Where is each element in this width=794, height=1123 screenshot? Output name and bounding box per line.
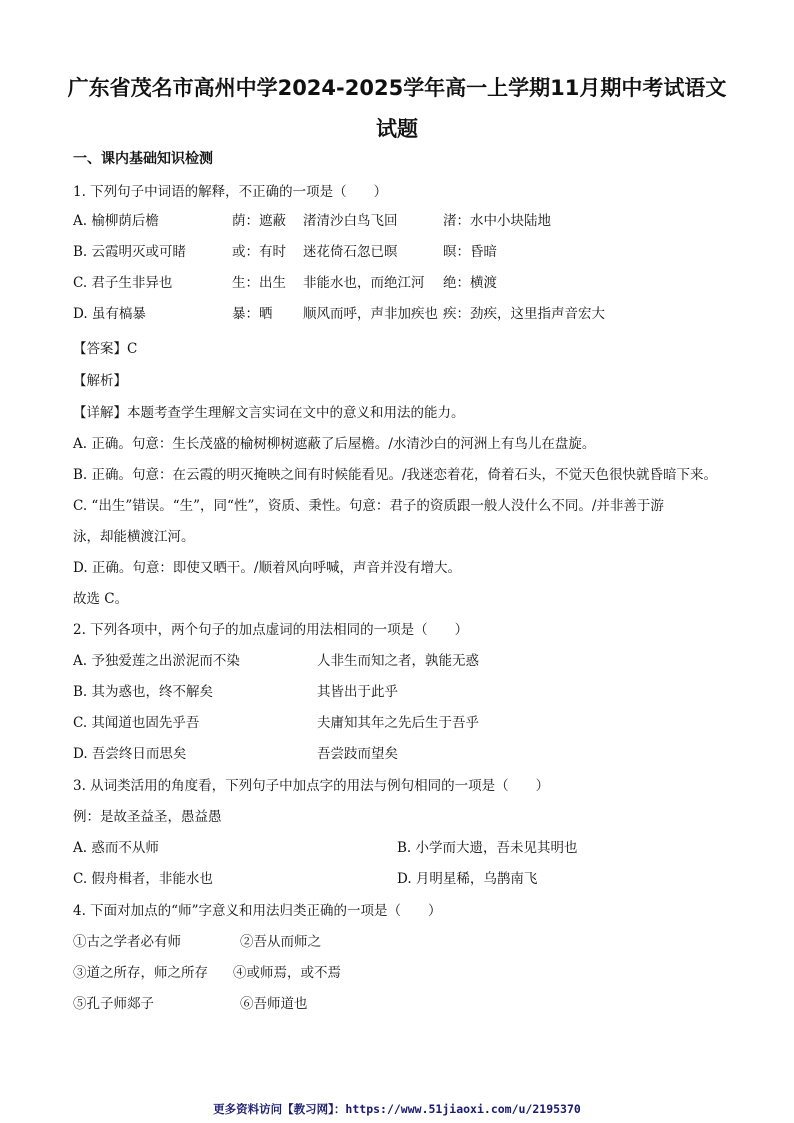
- question-3-stem: 3. 从词类活用的角度看，下列句子中加点字的用法与例句相同的一项是（ ）: [73, 778, 550, 794]
- q2-option-a-left: A. 予独爱莲之出淤泥而不染: [73, 653, 240, 669]
- explanation-b: B. 正确。句意：在云霞的明灭掩映之间有时候能看见。/我迷恋着花，倚着石头，不觉天色很快就昏暗下来。: [73, 467, 718, 483]
- q1-option-b-label: B. 云霞明灭或可睹: [73, 244, 187, 260]
- q3-option-c: C. 假舟楫者，非能水也: [73, 871, 213, 887]
- q4-item-1: ①古之学者必有师: [73, 934, 181, 950]
- q4-item-5: ⑤孔子师郯子: [73, 996, 154, 1012]
- q4-item-6: ⑥吾师道也: [240, 996, 308, 1012]
- q1-option-a-sentence: 渚清沙白鸟飞回: [303, 213, 398, 229]
- q3-option-d: D. 月明星稀，乌鹊南飞: [397, 871, 538, 887]
- q1-option-c-gloss2: 绝：横渡: [443, 275, 497, 291]
- q2-option-c-left: C. 其闻道也固先乎吾: [73, 715, 200, 731]
- q1-option-d-label: D. 虽有槁暴: [73, 306, 146, 322]
- question-4-stem: 4. 下面对加点的“师”字意义和用法归类正确的一项是（ ）: [73, 903, 442, 919]
- analysis-label: 【解析】: [73, 373, 127, 389]
- q1-option-b-gloss1: 或：有时: [232, 244, 286, 260]
- footer-link[interactable]: 更多资料访问【教习网】：https://www.51jiaoxi.com/u/2195370: [213, 1102, 581, 1116]
- q2-option-d-right: 吾尝跂而望矣: [317, 746, 398, 762]
- q4-item-3: ③道之所存，师之所存: [73, 965, 208, 981]
- q2-option-a-right: 人非生而知之者，孰能无惑: [317, 653, 479, 669]
- q2-option-d-left: D. 吾尝终日而思矣: [73, 746, 187, 762]
- q1-option-a-gloss2: 渚：水中小块陆地: [443, 213, 551, 229]
- question-1-stem: 1. 下列句子中词语的解释，不正确的一项是（ ）: [73, 184, 388, 200]
- detail-text: 【详解】本题考查学生理解文言实词在文中的意义和用法的能力。: [73, 405, 465, 421]
- q1-option-b-gloss2: 暝：昏暗: [443, 244, 497, 260]
- q1-option-c-gloss1: 生：出生: [232, 275, 286, 291]
- explanation-c: C. “出生”错误。“生”，同“性”，资质、秉性。句意：君子的资质跟一般人没什么不同。/并非善于游: [73, 498, 664, 514]
- section-heading: 一、课内基础知识检测: [73, 151, 213, 167]
- q2-option-b-right: 其皆出于此乎: [317, 684, 398, 700]
- q3-option-b: B. 小学而大遗，吾未见其明也: [397, 840, 578, 856]
- q4-item-4: ④或师焉，或不焉: [233, 965, 341, 981]
- q3-example: 例：是故圣益圣，愚益愚: [73, 809, 222, 825]
- q1-option-d-gloss2: 疾：劲疾，这里指声音宏大: [443, 306, 605, 322]
- q1-option-a-gloss1: 荫：遮蔽: [232, 213, 286, 229]
- q1-option-c-sentence: 非能水也，而绝江河: [303, 275, 425, 291]
- answer-label: 【答案】C: [73, 341, 138, 357]
- page-title: 广东省茂名市高州中学2024-2025学年高一上学期11月期中考试语文: [67, 76, 727, 100]
- explanation-c-continued: 泳，却能横渡江河。: [73, 529, 195, 545]
- explanation-d: D. 正确。句意：即使又晒干。/顺着风向呼喊，声音并没有增大。: [73, 560, 461, 576]
- q1-option-a-label: A. 榆柳荫后檐: [73, 213, 159, 229]
- q1-option-d-sentence: 顺风而呼，声非加疾也: [303, 306, 438, 322]
- question-2-stem: 2. 下列各项中，两个句子的加点虚词的用法相同的一项是（ ）: [73, 622, 469, 638]
- q1-option-b-sentence: 迷花倚石忽已暝: [303, 244, 398, 260]
- q2-option-b-left: B. 其为惑也，终不解矣: [73, 684, 214, 700]
- q1-option-c-label: C. 君子生非异也: [73, 275, 173, 291]
- q1-option-d-gloss1: 暴：晒: [232, 306, 273, 322]
- q3-option-a: A. 惑而不从师: [73, 840, 159, 856]
- q2-option-c-right: 夫庸知其年之先后生于吾乎: [317, 715, 479, 731]
- explanation-a: A. 正确。句意：生长茂盛的榆树柳树遮蔽了后屋檐。/水清沙白的河洲上有鸟儿在盘旋。: [73, 436, 596, 452]
- conclusion: 故选 C。: [73, 591, 129, 607]
- q4-item-2: ②吾从而师之: [240, 934, 321, 950]
- page-title-continued: 试题: [376, 117, 418, 141]
